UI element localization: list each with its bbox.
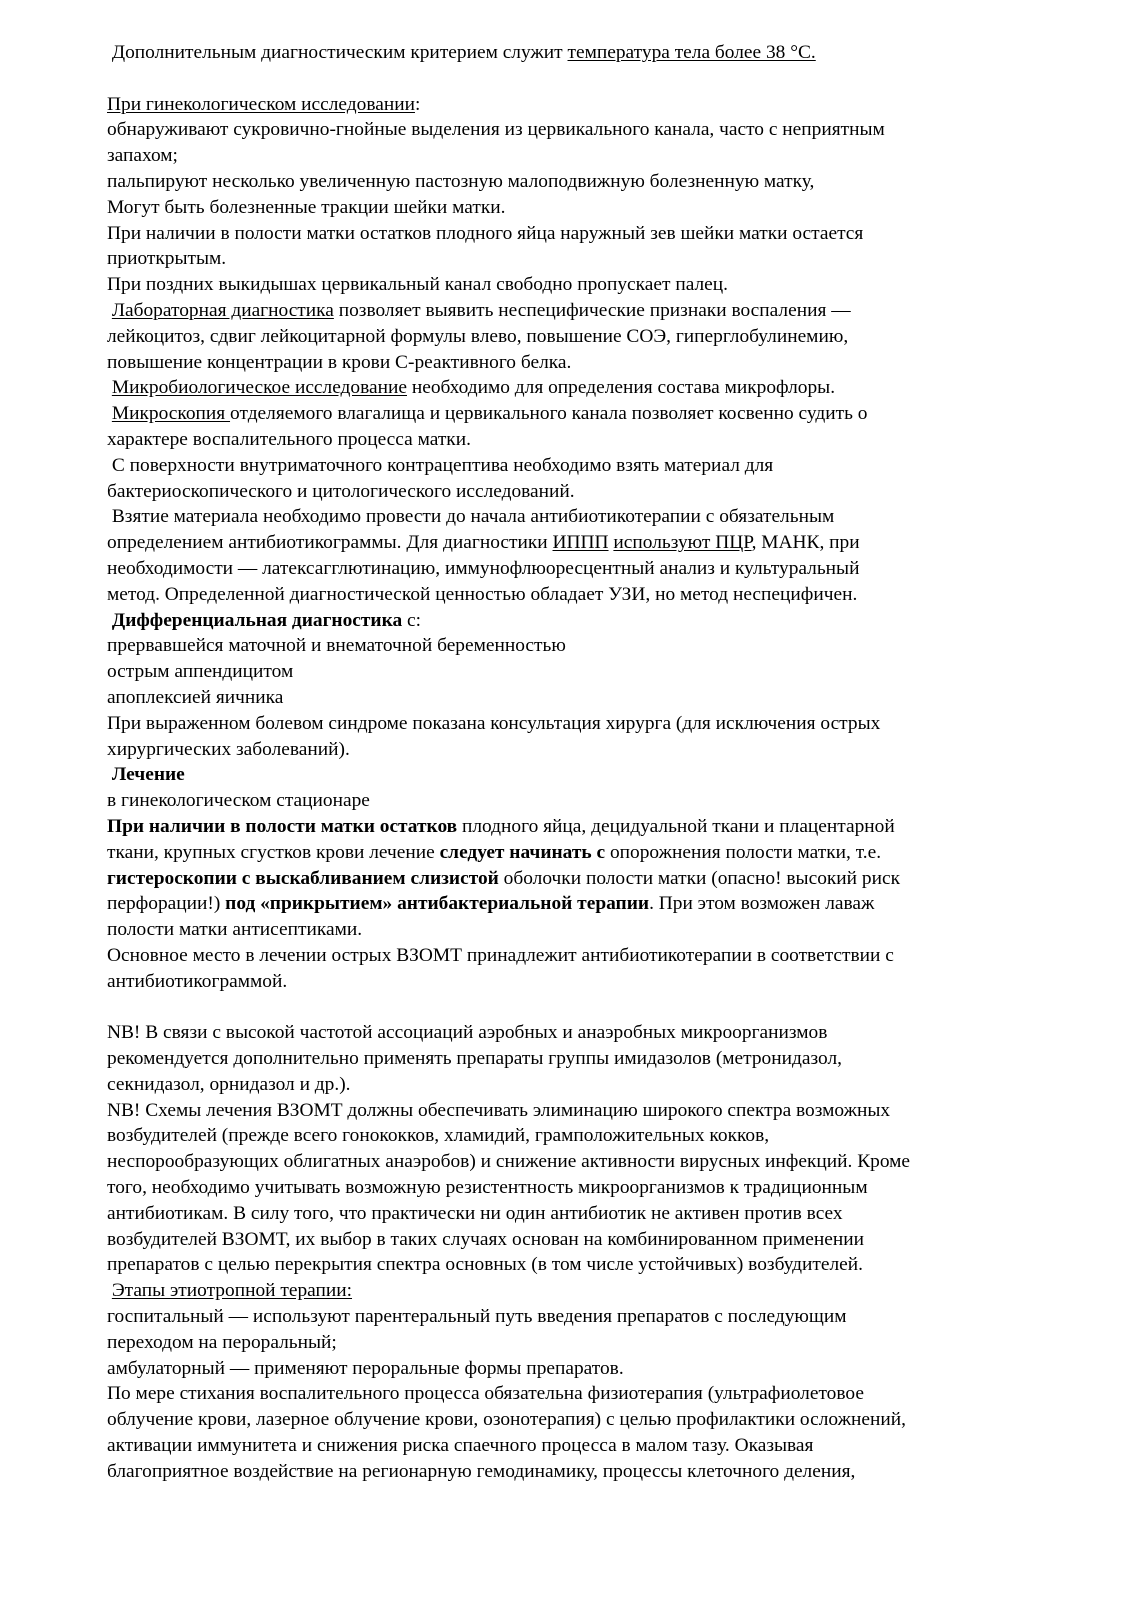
underlined-heading: Этапы этиотропной терапии:	[111, 1280, 353, 1302]
text-segment: NB! Схемы лечения ВЗОМТ должны обеспечивать элиминацию широкого спектра возможных	[107, 1099, 891, 1121]
text-segment: позволяет выявить неспецифические признаки воспаления —	[333, 299, 851, 321]
text-line	[107, 195, 1067, 221]
text-line	[107, 556, 1067, 582]
text-segment: препаратов с целью перекрытия спектра основных (в том числе устойчивых) возбудителей.	[107, 1254, 863, 1276]
text-segment: ткани, крупных сгустков крови лечение	[107, 841, 440, 863]
text-segment: характере воспалительного процесса матки.	[107, 428, 471, 450]
text-line	[107, 427, 1067, 453]
text-segment: перфорации!)	[107, 893, 226, 915]
text-segment: При наличии в полости матки остатков плодного яйца наружный зев шейки матки остается	[107, 222, 864, 244]
text-segment: NB! В связи с высокой частотой ассоциаций аэробных и анаэробных микроорганизмов	[107, 1022, 828, 1044]
text-segment: с:	[402, 609, 421, 631]
text-segment: возбудителей ВЗОМТ, их выбор в таких случаях основан на комбинированном применении	[107, 1228, 864, 1250]
text-line	[107, 479, 1067, 505]
text-line	[107, 1459, 1067, 1485]
text-segment: При поздних выкидышах цервикальный канал свободно пропускает палец.	[107, 274, 728, 296]
text-segment: полости матки антисептиками.	[107, 919, 363, 941]
underlined-heading: При гинекологическом исследовании	[107, 93, 415, 115]
text-line	[107, 1149, 1067, 1175]
text-segment: Основное место в лечении острых ВЗОМТ принадлежит антибиотикотерапии в соответствии с	[107, 944, 894, 966]
text-segment: апоплексией яичника	[107, 686, 284, 708]
bold-text: Лечение	[111, 764, 185, 786]
text-segment: в гинекологическом стационаре	[107, 790, 370, 812]
text-segment: Могут быть болезненные тракции шейки матки.	[107, 196, 506, 218]
text-line	[107, 504, 1067, 530]
text-line	[107, 272, 1067, 298]
text-line	[107, 814, 1067, 840]
text-segment: необходимости — латексагглютинацию, иммунофлюоресцентный анализ и культуральный	[107, 557, 860, 579]
bold-text: следует начинать с	[439, 841, 606, 863]
text-segment: опорожнения полости матки, т.е.	[605, 841, 882, 863]
text-line	[107, 788, 1067, 814]
text-segment: неспорообразующих облигатных анаэробов) и снижение активности вирусных инфекций. Кроме	[107, 1151, 911, 1173]
text-segment: того, необходимо учитывать возможную резистентность микроорганизмов к традиционным	[107, 1177, 868, 1199]
text-line	[107, 840, 1067, 866]
text-segment: острым аппендицитом	[107, 661, 294, 683]
text-segment: переходом на пероральный;	[107, 1331, 337, 1353]
text-line	[107, 1381, 1067, 1407]
text-segment: Дополнительным диагностическим критерием служит	[107, 42, 568, 63]
text-segment: обнаруживают сукровично-гнойные выделения из цервикального канала, часто с неприятным	[107, 119, 885, 141]
underlined-heading: используют ПЦР	[613, 532, 752, 554]
text-line	[107, 1046, 1067, 1072]
text-line	[107, 711, 1067, 737]
underlined-heading: температура тела более 38 °С.	[567, 42, 816, 63]
text-line	[107, 1020, 1067, 1046]
text-line	[107, 1252, 1067, 1278]
text-line	[107, 1072, 1067, 1098]
text-line	[107, 221, 1067, 247]
text-segment: оболочки полости матки (опасно! высокий риск	[498, 867, 901, 889]
text-segment: По мере стихания воспалительного процесса обязательна физиотерапия (ультрафиолетовое	[107, 1383, 864, 1405]
text-line	[107, 1304, 1067, 1330]
text-segment: повышение концентрации в крови С-реактивного белка.	[107, 351, 572, 373]
text-segment: , МАНК, при	[751, 532, 860, 554]
bold-text: При наличии в полости матки остатков	[107, 815, 458, 837]
text-line	[107, 324, 1067, 350]
text-line	[107, 117, 1067, 143]
text-line	[107, 891, 1067, 917]
text-segment: бактериоскопического и цитологического исследований.	[107, 480, 575, 502]
text-segment: активации иммунитета и снижения риска спаечного процесса в малом тазу. Оказывая	[107, 1435, 814, 1457]
text-segment: хирургических заболеваний).	[107, 738, 350, 760]
text-line	[107, 943, 1067, 969]
text-line	[107, 246, 1067, 272]
text-line	[107, 582, 1067, 608]
text-segment: При выраженном болевом синдроме показана консультация хирурга (для исключения острых	[107, 712, 881, 734]
text-line	[107, 169, 1067, 195]
text-segment: :	[414, 93, 421, 115]
text-line	[107, 659, 1067, 685]
text-line	[107, 530, 1067, 556]
text-line	[107, 401, 1067, 427]
text-segment: приоткрытым.	[107, 248, 227, 270]
text-line	[107, 917, 1067, 943]
text-segment: прервавшейся маточной и внематочной беременностью	[107, 635, 566, 657]
underlined-heading: Микробиологическое исследование	[111, 377, 407, 399]
text-line	[107, 1356, 1067, 1382]
text-segment: лейкоцитоз, сдвиг лейкоцитарной формулы влево, повышение СОЭ, гиперглобулинемию,	[107, 325, 849, 347]
underlined-heading: Микроскопия	[111, 403, 231, 425]
text-segment: необходимо для определения состава микрофлоры.	[407, 377, 836, 399]
text-line	[107, 685, 1067, 711]
bold-text: под «прикрытием» антибактериальной терапии	[225, 893, 650, 915]
text-line	[107, 1175, 1067, 1201]
text-segment: госпитальный — используют парентеральный путь введения препаратов с последующим	[107, 1306, 847, 1328]
blank-line	[107, 66, 1067, 92]
underlined-heading: Лабораторная диагностика	[111, 299, 334, 321]
text-segment: плодного яйца, децидуальной ткани и плацентарной	[457, 815, 895, 837]
bold-text: гистероскопии с выскабливанием слизистой	[107, 867, 499, 889]
text-segment: облучение крови, лазерное облучение крови, озонотерапия) с целью профилактики осложнений,	[107, 1409, 906, 1431]
text-line	[107, 1407, 1067, 1433]
text-segment: секнидазол, орнидазол и др.).	[107, 1073, 351, 1095]
text-segment: благоприятное воздействие на регионарную гемодинамику, процессы клеточного деления,	[107, 1460, 856, 1482]
text-line	[107, 453, 1067, 479]
text-segment: С поверхности внутриматочного контрацептива необходимо взять материал для	[107, 454, 774, 476]
text-line	[107, 608, 1067, 634]
text-segment: отделяемого влагалища и цервикального канала позволяет косвенно судить о	[230, 403, 868, 425]
text-line	[107, 762, 1067, 788]
text-line	[107, 1330, 1067, 1356]
text-segment: антибиотикам. В силу того, что практически ни один антибиотик не активен против всех	[107, 1202, 843, 1224]
text-line	[107, 866, 1067, 892]
text-line	[107, 1123, 1067, 1149]
text-line	[107, 1098, 1067, 1124]
bold-text: Дифференциальная диагностика	[111, 609, 403, 631]
text-line	[107, 1433, 1067, 1459]
text-segment: амбулаторный — применяют пероральные формы препаратов.	[107, 1357, 624, 1379]
text-segment: возбудителей (прежде всего гонококков, хламидий, грамположительных кокков,	[107, 1125, 770, 1147]
text-segment: антибиотикограммой.	[107, 970, 288, 992]
text-line	[107, 375, 1067, 401]
text-line	[107, 969, 1067, 995]
text-segment: . При этом возможен лаваж	[649, 893, 875, 915]
text-line	[107, 1227, 1067, 1253]
text-line	[107, 92, 1067, 118]
text-line	[107, 143, 1067, 169]
text-line	[107, 350, 1067, 376]
text-segment: рекомендуется дополнительно применять препараты группы имидазолов (метронидазол,	[107, 1048, 842, 1070]
text-line	[107, 298, 1067, 324]
underlined-heading: ИППП	[552, 532, 609, 554]
text-segment: определением антибиотикограммы. Для диагностики	[107, 532, 553, 554]
text-line	[107, 40, 1067, 66]
text-segment: Взятие материала необходимо провести до начала антибиотикотерапии с обязательным	[107, 506, 835, 528]
text-line	[107, 1201, 1067, 1227]
text-segment: запахом;	[107, 145, 178, 167]
text-segment: пальпируют несколько увеличенную пастозную малоподвижную болезненную матку,	[107, 170, 815, 192]
text-line	[107, 633, 1067, 659]
text-line	[107, 737, 1067, 763]
text-line	[107, 1278, 1067, 1304]
document-page	[107, 40, 1067, 1485]
text-segment: метод. Определенной диагностической ценностью обладает УЗИ, но метод неспецифичен.	[107, 583, 858, 605]
blank-line	[107, 994, 1067, 1020]
